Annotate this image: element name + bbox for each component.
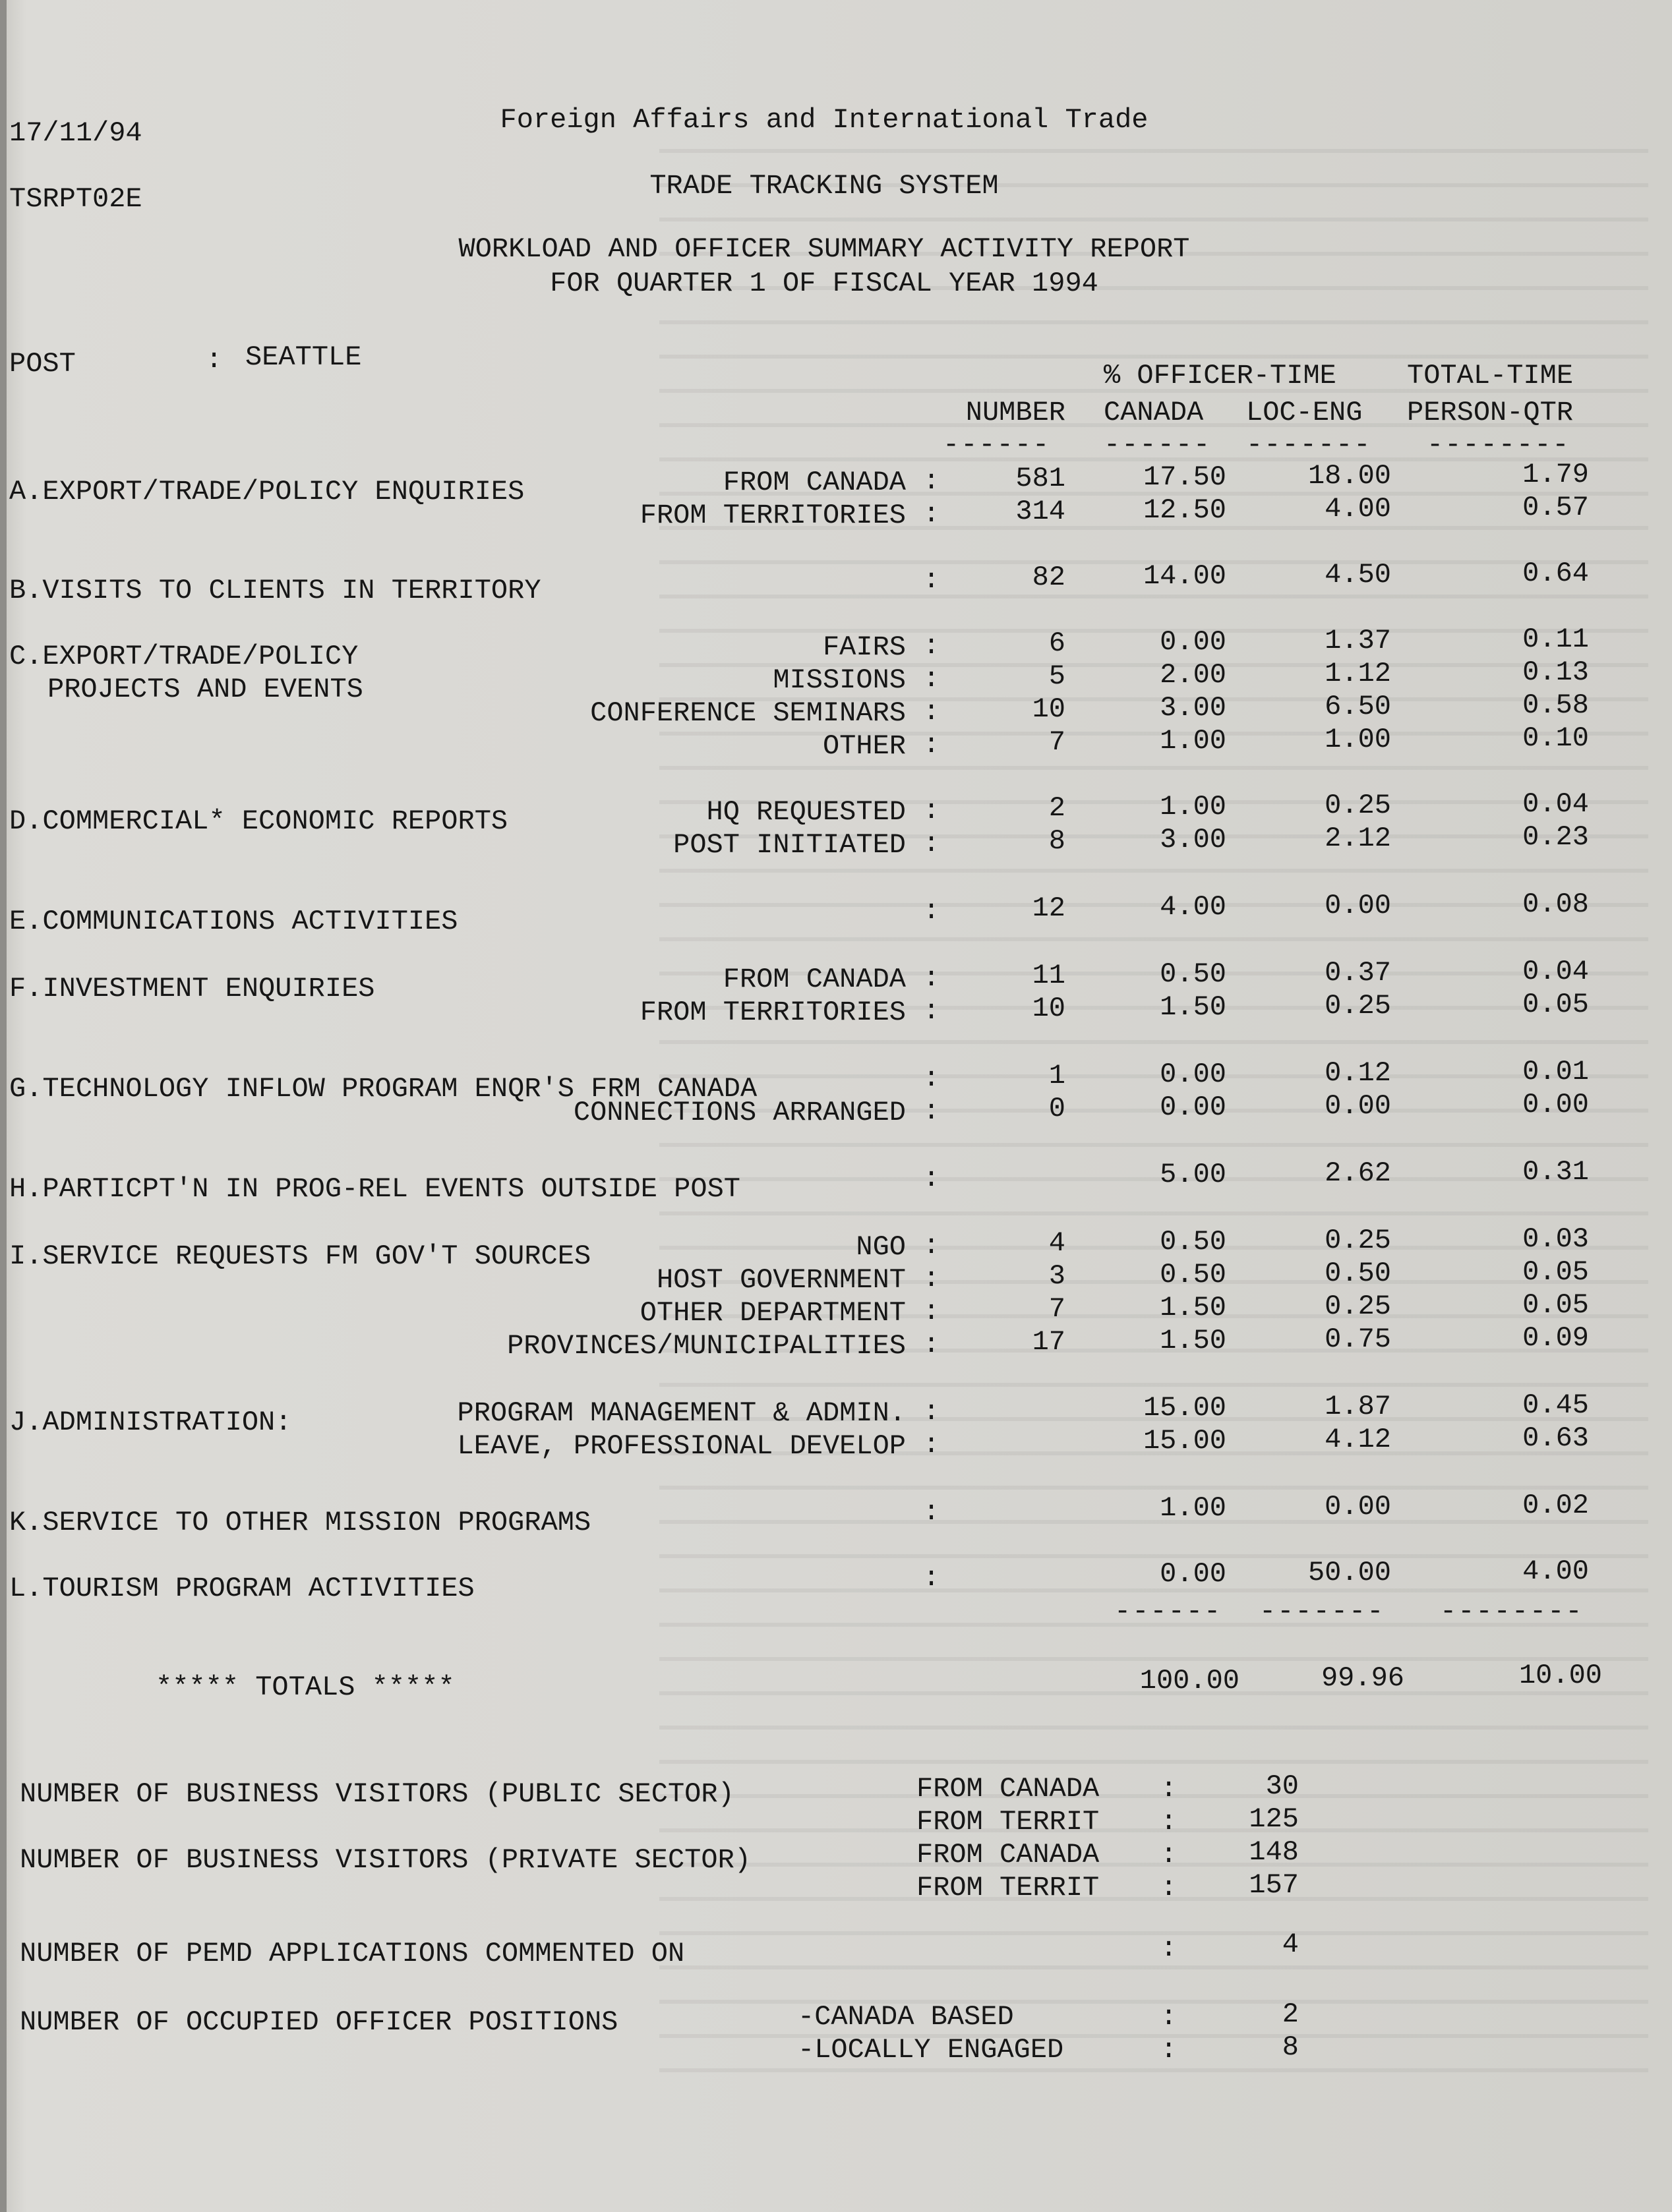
row-pct-loc-eng: 0.75 xyxy=(1325,1324,1391,1355)
row-pct-canada: 0.00 xyxy=(1160,1558,1226,1590)
report-code: TSRPT02E xyxy=(9,183,142,215)
row-category: E.COMMUNICATIONS ACTIVITIES xyxy=(9,906,458,937)
row-colon: : xyxy=(923,696,940,728)
visitor-count: 148 xyxy=(1249,1836,1299,1868)
row-category: I.SERVICE REQUESTS FM GOV'T SOURCES xyxy=(9,1240,591,1272)
row-pct-canada: 0.50 xyxy=(1160,958,1226,990)
row-pct-canada: 3.00 xyxy=(1160,692,1226,724)
row-colon: : xyxy=(923,663,940,695)
row-colon: : xyxy=(923,962,940,994)
row-category: K.SERVICE TO OTHER MISSION PROGRAMS xyxy=(9,1507,591,1538)
row-person-qtr: 0.01 xyxy=(1522,1056,1589,1088)
row-person-qtr: 0.04 xyxy=(1522,956,1589,987)
row-pct-loc-eng: 0.25 xyxy=(1325,1225,1391,1256)
row-person-qtr: 1.79 xyxy=(1522,459,1589,490)
totals-loc-eng: 99.96 xyxy=(1321,1662,1404,1694)
row-pct-loc-eng: 0.00 xyxy=(1325,890,1391,921)
row-category: H.PARTICPT'N IN PROG-REL EVENTS OUTSIDE POST xyxy=(9,1173,740,1205)
row-category: PROJECTS AND EVENTS xyxy=(47,674,363,705)
visitor-colon: : xyxy=(1160,1806,1178,1838)
row-category: J.ADMINISTRATION: xyxy=(9,1407,292,1438)
row-pct-canada: 0.50 xyxy=(1160,1259,1226,1291)
row-pct-canada: 2.00 xyxy=(1160,659,1226,691)
row-colon: : xyxy=(923,1496,940,1528)
post-colon: : xyxy=(206,344,223,376)
system-name: TRADE TRACKING SYSTEM xyxy=(649,170,999,202)
row-person-qtr: 0.58 xyxy=(1522,689,1589,721)
row-subcategory: FROM CANADA xyxy=(723,964,906,995)
col-header-canada: CANADA xyxy=(1104,397,1204,428)
row-pct-loc-eng: 4.12 xyxy=(1325,1424,1391,1455)
position-label: NUMBER OF OCCUPIED OFFICER POSITIONS xyxy=(20,2006,618,2038)
row-person-qtr: 0.64 xyxy=(1522,558,1589,589)
row-pct-loc-eng: 18.00 xyxy=(1307,460,1391,492)
row-category: B.VISITS TO CLIENTS IN TERRITORY xyxy=(9,575,541,606)
row-number: 10 xyxy=(1032,693,1065,725)
pemd-count: 4 xyxy=(1282,1929,1299,1960)
row-pct-loc-eng: 50.00 xyxy=(1307,1557,1391,1588)
row-person-qtr: 0.11 xyxy=(1522,624,1589,655)
visitor-colon: : xyxy=(1160,1839,1178,1871)
row-subcategory: POST INITIATED xyxy=(673,829,906,861)
row-pct-loc-eng: 1.87 xyxy=(1325,1391,1391,1422)
position-count: 8 xyxy=(1282,2031,1299,2063)
row-subcategory: FROM TERRITORIES xyxy=(640,500,906,531)
col-underline-loc-eng: ------- xyxy=(1246,429,1372,461)
row-colon: : xyxy=(923,1263,940,1295)
row-person-qtr: 0.45 xyxy=(1522,1389,1589,1421)
report-title: WORKLOAD AND OFFICER SUMMARY ACTIVITY REPORT xyxy=(458,233,1190,265)
row-subcategory: OTHER DEPARTMENT xyxy=(640,1297,906,1329)
row-subcategory: HQ REQUESTED xyxy=(706,796,906,828)
totals-underline-loc-eng: ------- xyxy=(1259,1596,1385,1627)
col-header-person-qtr: PERSON-QTR xyxy=(1407,397,1574,428)
row-pct-loc-eng: 0.25 xyxy=(1325,1291,1391,1322)
col-header-number: NUMBER xyxy=(965,397,1065,428)
row-pct-loc-eng: 1.00 xyxy=(1325,724,1391,755)
row-colon: : xyxy=(923,1562,940,1594)
row-subcategory: LEAVE, PROFESSIONAL DEVELOP xyxy=(457,1430,906,1462)
row-pct-loc-eng: 0.25 xyxy=(1325,990,1391,1022)
row-pct-loc-eng: 0.12 xyxy=(1325,1057,1391,1089)
row-person-qtr: 0.13 xyxy=(1522,656,1589,688)
row-category: D.COMMERCIAL* ECONOMIC REPORTS xyxy=(9,805,508,837)
report-date: 17/11/94 xyxy=(9,117,142,149)
row-pct-canada: 1.00 xyxy=(1160,791,1226,823)
row-pct-loc-eng: 0.00 xyxy=(1325,1090,1391,1122)
row-person-qtr: 0.05 xyxy=(1522,1256,1589,1288)
position-colon: : xyxy=(1160,2034,1178,2066)
row-category: F.INVESTMENT ENQUIRIES xyxy=(9,973,375,1004)
row-number: 581 xyxy=(1015,463,1065,494)
row-person-qtr: 0.00 xyxy=(1522,1089,1589,1121)
visitor-colon: : xyxy=(1160,1773,1178,1805)
row-colon: : xyxy=(923,1296,940,1327)
row-number: 1 xyxy=(1048,1060,1065,1091)
row-subcategory: FROM TERRITORIES xyxy=(640,997,906,1028)
row-number: 8 xyxy=(1048,825,1065,857)
visitor-label: NUMBER OF BUSINESS VISITORS (PRIVATE SECTOR) xyxy=(20,1844,751,1876)
row-pct-canada: 15.00 xyxy=(1143,1425,1226,1457)
row-colon: : xyxy=(923,729,940,761)
row-pct-canada: 3.00 xyxy=(1160,824,1226,856)
row-number: 17 xyxy=(1032,1326,1065,1358)
position-type: -LOCALLY ENGAGED xyxy=(798,2034,1064,2066)
visitor-count: 157 xyxy=(1249,1869,1299,1901)
row-colon: : xyxy=(923,1329,940,1360)
row-pct-canada: 0.50 xyxy=(1160,1226,1226,1258)
row-colon: : xyxy=(923,465,940,497)
row-category: C.EXPORT/TRADE/POLICY xyxy=(9,641,359,672)
page-edge-shadow xyxy=(0,0,7,2212)
row-pct-canada: 4.00 xyxy=(1160,891,1226,923)
row-pct-loc-eng: 0.25 xyxy=(1325,790,1391,821)
position-type: -CANADA BASED xyxy=(798,2001,1014,2033)
row-person-qtr: 0.63 xyxy=(1522,1422,1589,1454)
row-colon: : xyxy=(923,564,940,596)
row-subcategory: PROGRAM MANAGEMENT & ADMIN. xyxy=(457,1397,906,1429)
col-underline-canada: ------ xyxy=(1104,429,1212,461)
totals-underline-person-qtr: -------- xyxy=(1440,1596,1584,1627)
visitor-origin: FROM CANADA xyxy=(916,1773,1100,1805)
row-pct-canada: 1.50 xyxy=(1160,991,1226,1023)
row-person-qtr: 0.08 xyxy=(1522,888,1589,920)
totals-canada: 100.00 xyxy=(1139,1665,1239,1697)
row-subcategory: HOST GOVERNMENT xyxy=(656,1264,906,1296)
row-number: 11 xyxy=(1032,960,1065,991)
row-person-qtr: 4.00 xyxy=(1522,1556,1589,1587)
row-person-qtr: 0.23 xyxy=(1522,821,1589,853)
row-number: 0 xyxy=(1048,1093,1065,1124)
row-subcategory: NGO xyxy=(856,1231,906,1263)
department-name: Foreign Affairs and International Trade xyxy=(500,104,1149,136)
row-pct-loc-eng: 4.00 xyxy=(1325,493,1391,525)
position-count: 2 xyxy=(1282,1998,1299,2030)
row-pct-canada: 0.00 xyxy=(1160,626,1226,658)
row-colon: : xyxy=(923,1429,940,1461)
row-pct-loc-eng: 0.37 xyxy=(1325,957,1391,989)
row-pct-loc-eng: 1.37 xyxy=(1325,625,1391,656)
visitor-count: 30 xyxy=(1265,1770,1299,1802)
row-subcategory: FAIRS xyxy=(822,631,906,663)
row-pct-canada: 1.50 xyxy=(1160,1292,1226,1324)
row-category: L.TOURISM PROGRAM ACTIVITIES xyxy=(9,1573,475,1604)
row-person-qtr: 0.57 xyxy=(1522,492,1589,523)
row-number: 7 xyxy=(1048,726,1065,758)
row-person-qtr: 0.05 xyxy=(1522,1289,1589,1321)
row-subcategory: CONNECTIONS ARRANGED xyxy=(573,1097,906,1128)
row-colon: : xyxy=(923,1396,940,1428)
report-period: FOR QUARTER 1 OF FISCAL YEAR 1994 xyxy=(550,268,1098,299)
row-pct-loc-eng: 1.12 xyxy=(1325,658,1391,689)
col-underline-person-qtr: -------- xyxy=(1427,429,1570,461)
row-colon: : xyxy=(923,995,940,1027)
row-subcategory: PROVINCES/MUNICIPALITIES xyxy=(507,1330,906,1362)
row-number: 7 xyxy=(1048,1293,1065,1325)
visitor-origin: FROM CANADA xyxy=(916,1839,1100,1871)
col-header-total-time: TOTAL-TIME xyxy=(1407,360,1574,392)
row-pct-canada: 12.50 xyxy=(1143,494,1226,526)
visitor-count: 125 xyxy=(1249,1803,1299,1835)
col-underline-number: ------ xyxy=(943,429,1051,461)
totals-underline-canada: ------ xyxy=(1114,1596,1222,1627)
totals-label: ***** TOTALS ***** xyxy=(156,1672,455,1703)
row-pct-loc-eng: 4.50 xyxy=(1325,559,1391,591)
row-pct-loc-eng: 6.50 xyxy=(1325,691,1391,722)
row-pct-canada: 0.00 xyxy=(1160,1059,1226,1090)
row-pct-canada: 5.00 xyxy=(1160,1159,1226,1190)
row-colon: : xyxy=(923,1062,940,1094)
position-colon: : xyxy=(1160,2001,1178,2033)
post-label: POST xyxy=(9,348,76,380)
row-person-qtr: 0.10 xyxy=(1522,722,1589,754)
row-subcategory: FROM CANADA xyxy=(723,467,906,498)
totals-person-qtr: 10.00 xyxy=(1518,1660,1602,1691)
row-colon: : xyxy=(923,498,940,530)
col-header-pct-officer-time: % OFFICER-TIME xyxy=(1104,360,1336,392)
row-number: 6 xyxy=(1048,627,1065,659)
row-pct-canada: 1.50 xyxy=(1160,1325,1226,1356)
row-subcategory: CONFERENCE SEMINARS xyxy=(590,697,906,729)
pemd-label: NUMBER OF PEMD APPLICATIONS COMMENTED ON xyxy=(20,1938,685,1969)
row-pct-canada: 15.00 xyxy=(1143,1392,1226,1424)
row-category: A.EXPORT/TRADE/POLICY ENQUIRIES xyxy=(9,476,525,508)
visitor-origin: FROM TERRIT xyxy=(916,1872,1100,1904)
row-number: 12 xyxy=(1032,892,1065,924)
row-colon: : xyxy=(923,1163,940,1194)
row-number: 10 xyxy=(1032,993,1065,1024)
visitor-label: NUMBER OF BUSINESS VISITORS (PUBLIC SECTOR) xyxy=(20,1778,734,1810)
visitor-origin: FROM TERRIT xyxy=(916,1806,1100,1838)
row-person-qtr: 0.09 xyxy=(1522,1322,1589,1354)
row-colon: : xyxy=(923,895,940,927)
row-person-qtr: 0.03 xyxy=(1522,1223,1589,1255)
row-colon: : xyxy=(923,1095,940,1127)
row-pct-loc-eng: 2.62 xyxy=(1325,1157,1391,1189)
row-pct-canada: 0.00 xyxy=(1160,1091,1226,1123)
row-pct-loc-eng: 0.50 xyxy=(1325,1258,1391,1289)
row-number: 3 xyxy=(1048,1260,1065,1292)
row-number: 5 xyxy=(1048,660,1065,692)
row-pct-canada: 1.00 xyxy=(1160,1492,1226,1524)
col-header-loc-eng: LOC-ENG xyxy=(1246,397,1363,428)
row-pct-canada: 1.00 xyxy=(1160,725,1226,757)
row-number: 2 xyxy=(1048,792,1065,824)
row-colon: : xyxy=(923,1230,940,1262)
row-person-qtr: 0.02 xyxy=(1522,1490,1589,1521)
row-person-qtr: 0.05 xyxy=(1522,989,1589,1020)
row-pct-canada: 17.50 xyxy=(1143,461,1226,493)
row-colon: : xyxy=(923,630,940,662)
row-number: 314 xyxy=(1015,496,1065,527)
visitor-colon: : xyxy=(1160,1872,1178,1904)
row-person-qtr: 0.04 xyxy=(1522,788,1589,820)
row-category: G.TECHNOLOGY INFLOW PROGRAM ENQR'S FRM CANADA xyxy=(9,1073,758,1105)
row-pct-canada: 14.00 xyxy=(1143,560,1226,592)
row-pct-loc-eng: 2.12 xyxy=(1325,823,1391,854)
row-subcategory: OTHER xyxy=(822,730,906,762)
row-number: 82 xyxy=(1032,562,1065,593)
row-pct-loc-eng: 0.00 xyxy=(1325,1491,1391,1523)
post-value: SEATTLE xyxy=(245,341,362,373)
row-person-qtr: 0.31 xyxy=(1522,1156,1589,1188)
row-colon: : xyxy=(923,828,940,859)
row-number: 4 xyxy=(1048,1227,1065,1259)
row-colon: : xyxy=(923,795,940,827)
row-subcategory: MISSIONS xyxy=(773,664,906,696)
pemd-colon: : xyxy=(1160,1933,1178,1964)
